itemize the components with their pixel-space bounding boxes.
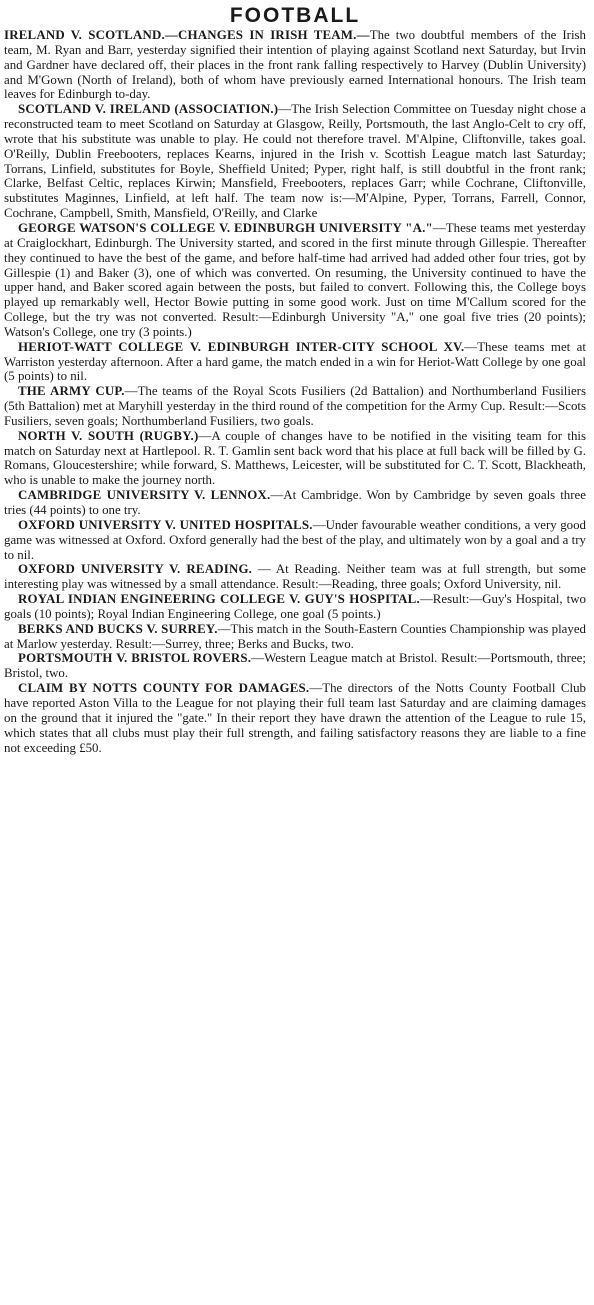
article-body: —A couple of changes have to be notified in the visiting team for this match on Saturday next at Hartlepool. R. T. Gamlin sent back word that his place at full back will be filled by G. Romans, Gloucestershire; while forward, S. Matthews, Leicester, will be substituted for C. T. Scott, Blackheath, who is unable to make the journey north.	[4, 428, 586, 488]
article-headline: HERIOT-WATT COLLEGE V. EDINBURGH INTER-CITY SCHOOL XV.	[18, 339, 465, 354]
article-body: —The teams of the Royal Scots Fusiliers (2d Battalion) and Northumberland Fusiliers (5th Battalion) met at Maryhill yesterday in the third round of the competition for the Army Cup. Result:—Scots Fusiliers, seven goals; Northumberland Fusiliers, two goals.	[4, 384, 586, 428]
article-army-cup	[4, 384, 586, 429]
article-body: —These teams met at Warriston yesterday afternoon. After a hard game, the match ended in a win for Heriot-Watt College by one goal (5 points) to nil.	[4, 339, 586, 384]
article-watsons-v-edinburgh-university	[4, 221, 586, 340]
article-body: —Result:—Guy's Hospital, two goals (10 points); Royal Indian Engineering College, one goal (5 points.)	[4, 592, 586, 621]
article-body: —The Irish Selection Committee on Tuesday night chose a reconstructed team to meet Scotland on Saturday at Glasgow, Reilly, Portsmouth, the last Anglo-Celt to cry off, wrote that his substitute was unable to play. He could not therefore travel. M'Alpine, Cliftonville, takes goal. O'Reilly, Dublin Freebooters, replaces Kearns, injured in the Irish v. Scottish League match last Saturday; Torrans, Linfield, substitutes for Boyle, Sheffield United; Pyper, right half, is still doubtful in the front rank; Clarke, Belfast Celtic, replaces Kirwin; Mansfield, Freebooters, replaces Garr; while Cochrane, Cliftonville, substitutes Maginnes, Linfield, at left half. The team now is:—M'Alpine, Pyper, Torrans, Farrell, Connor, Cochrane, Campbell, Smith, Mansfield, O'Reilly, and Clarke	[4, 102, 586, 221]
article-body: —Under favourable weather conditions, a very good game was witnessed at Oxford. Oxford generally had the best of the play, and ultimately won by a goal and a try to nil.	[4, 517, 586, 562]
article-headline: OXFORD UNIVERSITY V. READING.	[18, 562, 253, 577]
article-oxford-v-united-hospitals	[4, 518, 586, 563]
article-portsmouth-v-bristol	[4, 651, 586, 681]
article-scotland-v-ireland-association	[4, 102, 586, 221]
article-royal-indian-v-guys	[4, 592, 586, 622]
article-headline: CAMBRIDGE UNIVERSITY V. LENNOX.	[18, 488, 271, 503]
article-headline: OXFORD UNIVERSITY V. UNITED HOSPITALS.	[18, 517, 313, 532]
article-headline: NORTH V. SOUTH (RUGBY.)	[18, 428, 199, 443]
article-berks-bucks-v-surrey	[4, 622, 586, 652]
article-body: —These teams met yesterday at Craiglockhart, Edinburgh. The University started, and scored in the first minute through Gillespie. Thereafter they continued to have the best of the game, and before half-time had arrived had added other four tries, got by Gillespie (1) and Baker (3), one of which was converted. On resuming, the University continued to have the upper hand, and Baker scored again between the posts, but failed to convert. Following this, the College boys played up remarkably well, Hector Bowie putting in some good work. Just on time M'Callum scored for the College, but the try was not converted. Result:—Edinburgh University "A," one goal five tries (20 points); Watson's College, one try (3 points.)	[4, 220, 586, 339]
newspaper-column	[4, 4, 586, 1300]
article-body: —This match in the South-Eastern Counties Championship was played at Marlow yesterday. Result:—Surrey, three; Berks and Bucks, two.	[4, 621, 586, 651]
article-headline: GEORGE WATSON'S COLLEGE V. EDINBURGH UNIVERSITY "A."	[18, 220, 433, 235]
article-oxford-v-reading	[4, 562, 586, 592]
article-body: — At Reading. Neither team was at full strength, but some interesting play was witnessed by a small attendance. Result:—Reading, three goals; Oxford University, nil.	[4, 562, 586, 592]
section-masthead: FOOTBALL	[229, 4, 361, 27]
article-ireland-v-scotland-rugby	[4, 28, 586, 102]
article-headline: SCOTLAND V. IRELAND (ASSOCIATION.)	[18, 102, 279, 117]
article-north-v-south	[4, 429, 586, 488]
article-headline: PORTSMOUTH V. BRISTOL ROVERS.	[18, 651, 252, 666]
article-cambridge-v-lennox	[4, 488, 586, 518]
article-body: —At Cambridge. Won by Cambridge by seven goals three tries (44 points) to one try.	[4, 488, 586, 517]
article-headline: THE ARMY CUP.	[18, 384, 125, 399]
article-headline: ROYAL INDIAN ENGINEERING COLLEGE V. GUY'S HOSPITAL.	[18, 592, 420, 607]
article-body: The two doubtful members of the Irish team, M. Ryan and Barr, yesterday signified their intention of playing against Scotland next Saturday, but Irvin and Gardner have declared off, their places in the front rank falling respectively to Harvey (Dublin University) and M'Gown (North of Ireland), both of whom have previously earned International honours. The Irish team leaves for Edinburgh to-day.	[4, 28, 586, 102]
article-notts-county-claim	[4, 681, 586, 755]
article-headline: BERKS AND BUCKS V. SURREY.	[18, 621, 218, 636]
article-heriot-watt-v-inter-city	[4, 340, 586, 385]
article-headline: CLAIM BY NOTTS COUNTY FOR DAMAGES.	[18, 681, 310, 696]
article-body: —The directors of the Notts County Football Club have reported Aston Villa to the League for not playing their full team last Saturday and are claiming damages on the ground that it injured the "gate." In their report they have drawn the attention of the League to rule 15, which states that all clubs must play their full strength, and failing satisfactory reasons they are liable to a fine not exceeding £50.	[4, 681, 586, 755]
article-body: —Western League match at Bristol. Result:—Portsmouth, three; Bristol, two.	[4, 651, 586, 681]
article-headline: IRELAND V. SCOTLAND.—CHANGES IN IRISH TEAM.—	[4, 28, 370, 42]
